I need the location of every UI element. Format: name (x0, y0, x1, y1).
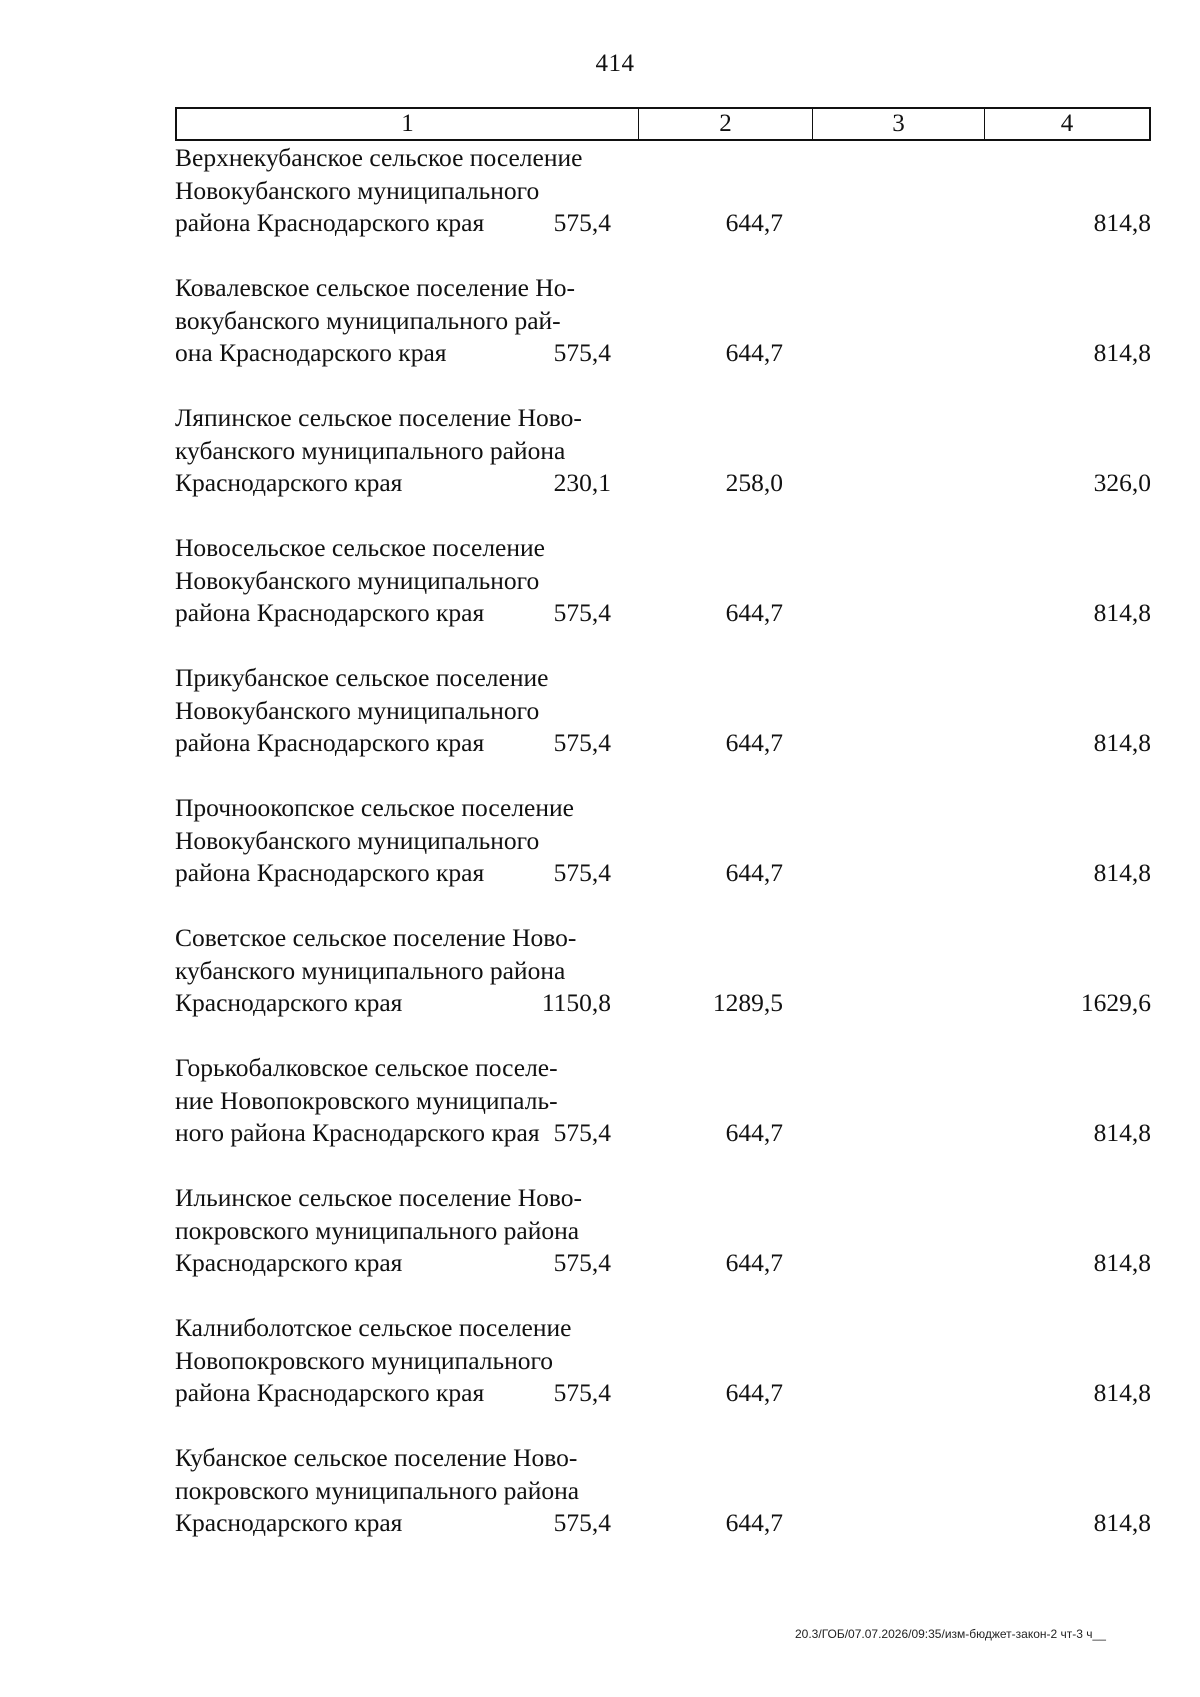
value-col-3: 644,7 (725, 1378, 783, 1407)
table-row (175, 142, 1151, 272)
settlement-name: Новосельское сельское поселение Новокубанского муниципального района Краснодарского края (175, 533, 545, 627)
table-row (175, 1442, 1151, 1572)
value-col-3: 644,7 (725, 728, 783, 757)
value-col-3: 644,7 (725, 1118, 783, 1147)
table-row (175, 1052, 1151, 1182)
page-number: 414 (595, 50, 635, 77)
value-col-4: 814,8 (1093, 338, 1151, 367)
value-col-4: 326,0 (1093, 468, 1151, 497)
value-col-3: 644,7 (725, 1508, 783, 1537)
table-row (175, 792, 1151, 922)
value-col-3: 644,7 (725, 208, 783, 237)
value-col-2: 575,4 (553, 1248, 611, 1277)
value-col-2: 575,4 (553, 1508, 611, 1537)
value-col-2: 575,4 (553, 858, 611, 887)
value-col-3: 644,7 (725, 858, 783, 887)
settlement-name: Ильинское сельское поселение Ново- покровского муниципального района Краснодарского края (175, 1183, 582, 1277)
value-col-2: 575,4 (553, 598, 611, 627)
column-header-3: 3 (813, 109, 985, 139)
value-col-4: 814,8 (1093, 1118, 1151, 1147)
table-body (175, 142, 1151, 1572)
value-col-2: 575,4 (553, 1118, 611, 1147)
value-col-3: 644,7 (725, 598, 783, 627)
value-col-2: 575,4 (553, 208, 611, 237)
table-row (175, 1312, 1151, 1442)
value-col-2: 1150,8 (541, 988, 611, 1017)
settlement-name: Прочноокопское сельское поселение Новокубанского муниципального района Краснодарского края (175, 793, 574, 887)
column-header-4: 4 (1060, 110, 1074, 137)
value-col-4: 814,8 (1093, 1508, 1151, 1537)
value-col-3: 258,0 (725, 468, 783, 497)
settlement-name: Прикубанское сельское поселение Новокубанского муниципального района Краснодарского края (175, 663, 549, 757)
value-col-2: 230,1 (553, 468, 611, 497)
document-footer-code: 20.3/ГОБ/07.07.2026/09:35/изм-бюджет-закон-2 чт-3 ч__ (795, 1627, 1106, 1641)
settlement-name: Советское сельское поселение Ново- кубанского муниципального района Краснодарского края (175, 923, 577, 1017)
value-col-4: 814,8 (1093, 728, 1151, 757)
value-col-4: 814,8 (1093, 1378, 1151, 1407)
value-col-2: 575,4 (553, 1378, 611, 1407)
value-col-4: 814,8 (1093, 208, 1151, 237)
table-row (175, 922, 1151, 1052)
table-header (175, 107, 1151, 141)
table-row (175, 272, 1151, 402)
value-col-2: 575,4 (553, 728, 611, 757)
value-col-4: 814,8 (1093, 1248, 1151, 1277)
settlement-name: Верхнекубанское сельское поселение Новокубанского муниципального района Краснодарского края (175, 143, 583, 237)
column-header-1: 1 (177, 109, 639, 139)
settlement-name: Кубанское сельское поселение Ново- покровского муниципального района Краснодарского края (175, 1443, 580, 1537)
value-col-3: 644,7 (725, 338, 783, 367)
settlement-name: Ляпинское сельское поселение Ново- кубанского муниципального района Краснодарского края (175, 403, 582, 497)
settlement-name: Калниболотское сельское поселение Новопокровского муниципального района Краснодарского края (175, 1313, 572, 1407)
value-col-3: 644,7 (725, 1248, 783, 1277)
settlement-name: Ковалевское сельское поселение Но- вокубанского муниципального рай- она Краснодарского края (175, 273, 575, 367)
settlement-name: Горькобалковское сельское поселе- ние Новопокровского муниципаль- ного района Краснодарского края (175, 1053, 558, 1147)
value-col-2: 575,4 (553, 338, 611, 367)
value-col-4: 814,8 (1093, 858, 1151, 887)
table-row (175, 532, 1151, 662)
value-col-4: 814,8 (1093, 598, 1151, 627)
value-col-3: 1289,5 (712, 988, 783, 1017)
value-col-4: 1629,6 (1080, 988, 1151, 1017)
column-header-2: 2 (639, 109, 813, 139)
table-row (175, 1182, 1151, 1312)
table-row (175, 662, 1151, 792)
table-row (175, 402, 1151, 532)
